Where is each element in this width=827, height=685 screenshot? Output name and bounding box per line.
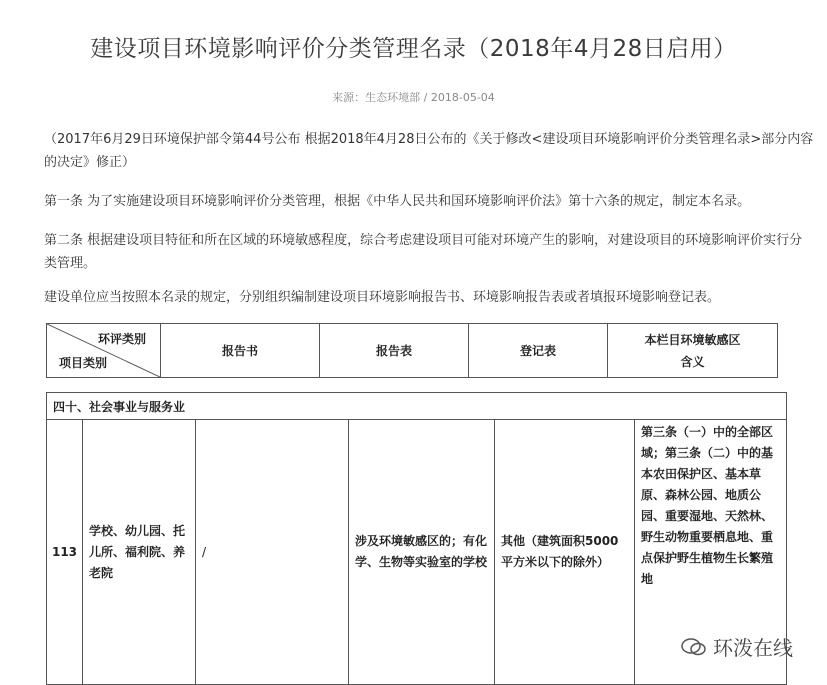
article-source: 来源：生态环境部 / 2018-05-04 xyxy=(332,91,495,104)
row-category: 学校、幼儿园、托儿所、福利院、养老院 xyxy=(83,420,196,685)
col-sensitive-line-1: 本栏目环境敏感区 xyxy=(644,332,741,347)
classification-table xyxy=(46,392,787,685)
table-row xyxy=(47,420,787,685)
paragraph-obligation: 建设单位应当按照本名录的规定，分别组织编制建设项目环境影响报告书、环境影响报告表或者填报环境影响登记表。 xyxy=(44,290,721,305)
col-register: 登记表 xyxy=(469,324,608,378)
diag-bottom-label: 项目类别 xyxy=(59,356,108,370)
col-sensitive-line-2: 含义 xyxy=(680,354,705,369)
row-report-book: / xyxy=(196,420,349,685)
row-number: 113 xyxy=(47,420,83,685)
watermark xyxy=(681,632,793,661)
paragraph-article-2: 第二条 根据建设项目特征和所在区域的环境敏感程度，综合考虑建设项目可能对环境产生的影响，对建设项目的环境影响评价实行分类管理。 xyxy=(44,233,803,271)
diag-top-label: 环评类别 xyxy=(97,332,146,346)
col-report-book: 报告书 xyxy=(161,324,320,378)
col-report-form: 报告表 xyxy=(320,324,469,378)
col-sensitive-area xyxy=(608,324,778,378)
watermark-text: 环泼在线 xyxy=(713,636,793,660)
article-title: 建设项目环境影响评价分类管理名录（2018年4月28日启用） xyxy=(90,36,737,62)
row-sensitive-area: 第三条（一）中的全部区域；第三条（二）中的基本农田保护区、基本草原、森林公园、地质公园、重要湿地、天然林、野生动物重要栖息地、重点保护野生植物生长繁殖地 xyxy=(635,420,787,685)
diagonal-header-cell xyxy=(47,324,161,378)
row-register: 其他（建筑面积5000平方米以下的除外） xyxy=(495,420,635,685)
header-table xyxy=(46,323,778,378)
paragraph-amendment-note: （2017年6月29日环境保护部令第44号公布 根据2018年4月28日公布的《关于修改<建设项目环境影响评价分类管理名录>部分内容的决定》修正） xyxy=(44,132,814,170)
paragraph-article-1: 第一条 为了实施建设项目环境影响评价分类管理，根据《中华人民共和国环境影响评价法》第十六条的规定，制定本名录。 xyxy=(44,194,751,209)
wechat-icon xyxy=(681,637,707,657)
row-report-form: 涉及环境敏感区的；有化学、生物等实验室的学校 xyxy=(349,420,495,685)
section-heading: 四十、社会事业与服务业 xyxy=(47,393,787,420)
